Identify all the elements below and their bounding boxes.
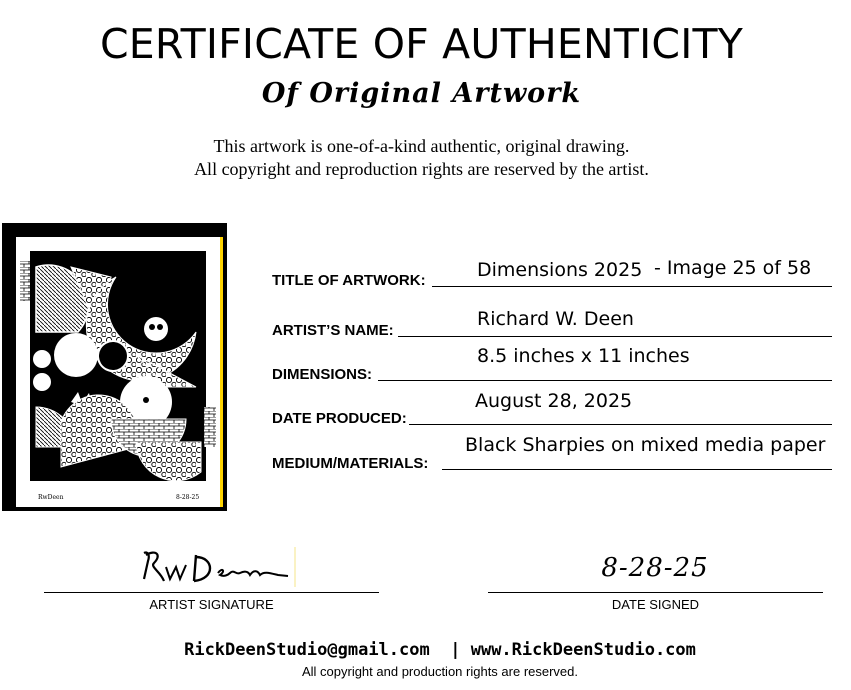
artwork-drawing <box>16 237 220 507</box>
date-signed-value: 8-28-25 <box>601 553 709 583</box>
field-value: Black Sharpies on mixed media paper <box>465 434 826 456</box>
date-signed-line <box>488 592 823 593</box>
contact-website[interactable]: www.RickDeenStudio.com <box>470 640 696 660</box>
certificate-title: CERTIFICATE OF AUTHENTICITY <box>99 20 744 68</box>
field-underline <box>378 380 832 381</box>
contact-line <box>0 640 851 660</box>
field-label: DATE PRODUCED: <box>272 410 407 427</box>
field-value: August 28, 2025 <box>475 390 633 412</box>
artist-signature-line <box>44 592 379 593</box>
intro-line-1: This artwork is one-of-a-kind authentic, original drawing. <box>213 136 630 156</box>
artwork-thumbnail <box>2 223 227 511</box>
field-artist-name <box>272 308 834 339</box>
field-title-of-artwork <box>272 257 834 289</box>
field-label: MEDIUM/MATERIALS: <box>272 455 429 472</box>
field-underline <box>398 336 832 337</box>
field-dimensions <box>272 345 834 383</box>
field-value: 8.5 inches x 11 inches <box>477 345 690 367</box>
field-value: Richard W. Deen <box>477 308 634 330</box>
artist-signature-caption: ARTIST SIGNATURE <box>149 597 274 612</box>
artwork-paper <box>16 237 223 507</box>
field-value: Dimensions 2025 <box>477 259 643 281</box>
field-label: DIMENSIONS: <box>272 366 373 383</box>
field-label: TITLE OF ARTWORK: <box>272 272 426 289</box>
artist-signature-image <box>138 545 298 587</box>
intro-line-2: All copyright and reproduction rights are reserved by the artist. <box>194 159 649 179</box>
certificate-subtitle: Of Original Artwork <box>261 78 582 109</box>
field-medium-materials <box>272 434 834 472</box>
footer-text: All copyright and production rights are reserved. <box>301 664 579 679</box>
date-signed-caption: DATE SIGNED <box>611 597 700 612</box>
field-underline <box>442 469 832 470</box>
contact-separator: | <box>450 640 461 660</box>
field-underline <box>432 286 832 287</box>
field-value-extra: - Image 25 of 58 <box>654 257 812 279</box>
field-underline <box>409 424 832 425</box>
artwork-signature-mark: RwDeen <box>38 494 64 501</box>
field-date-produced <box>272 390 834 427</box>
field-label: ARTIST’S NAME: <box>272 322 394 339</box>
contact-email[interactable]: RickDeenStudio@gmail.com <box>184 640 430 660</box>
artwork-date-mark: 8-28-25 <box>176 494 200 501</box>
